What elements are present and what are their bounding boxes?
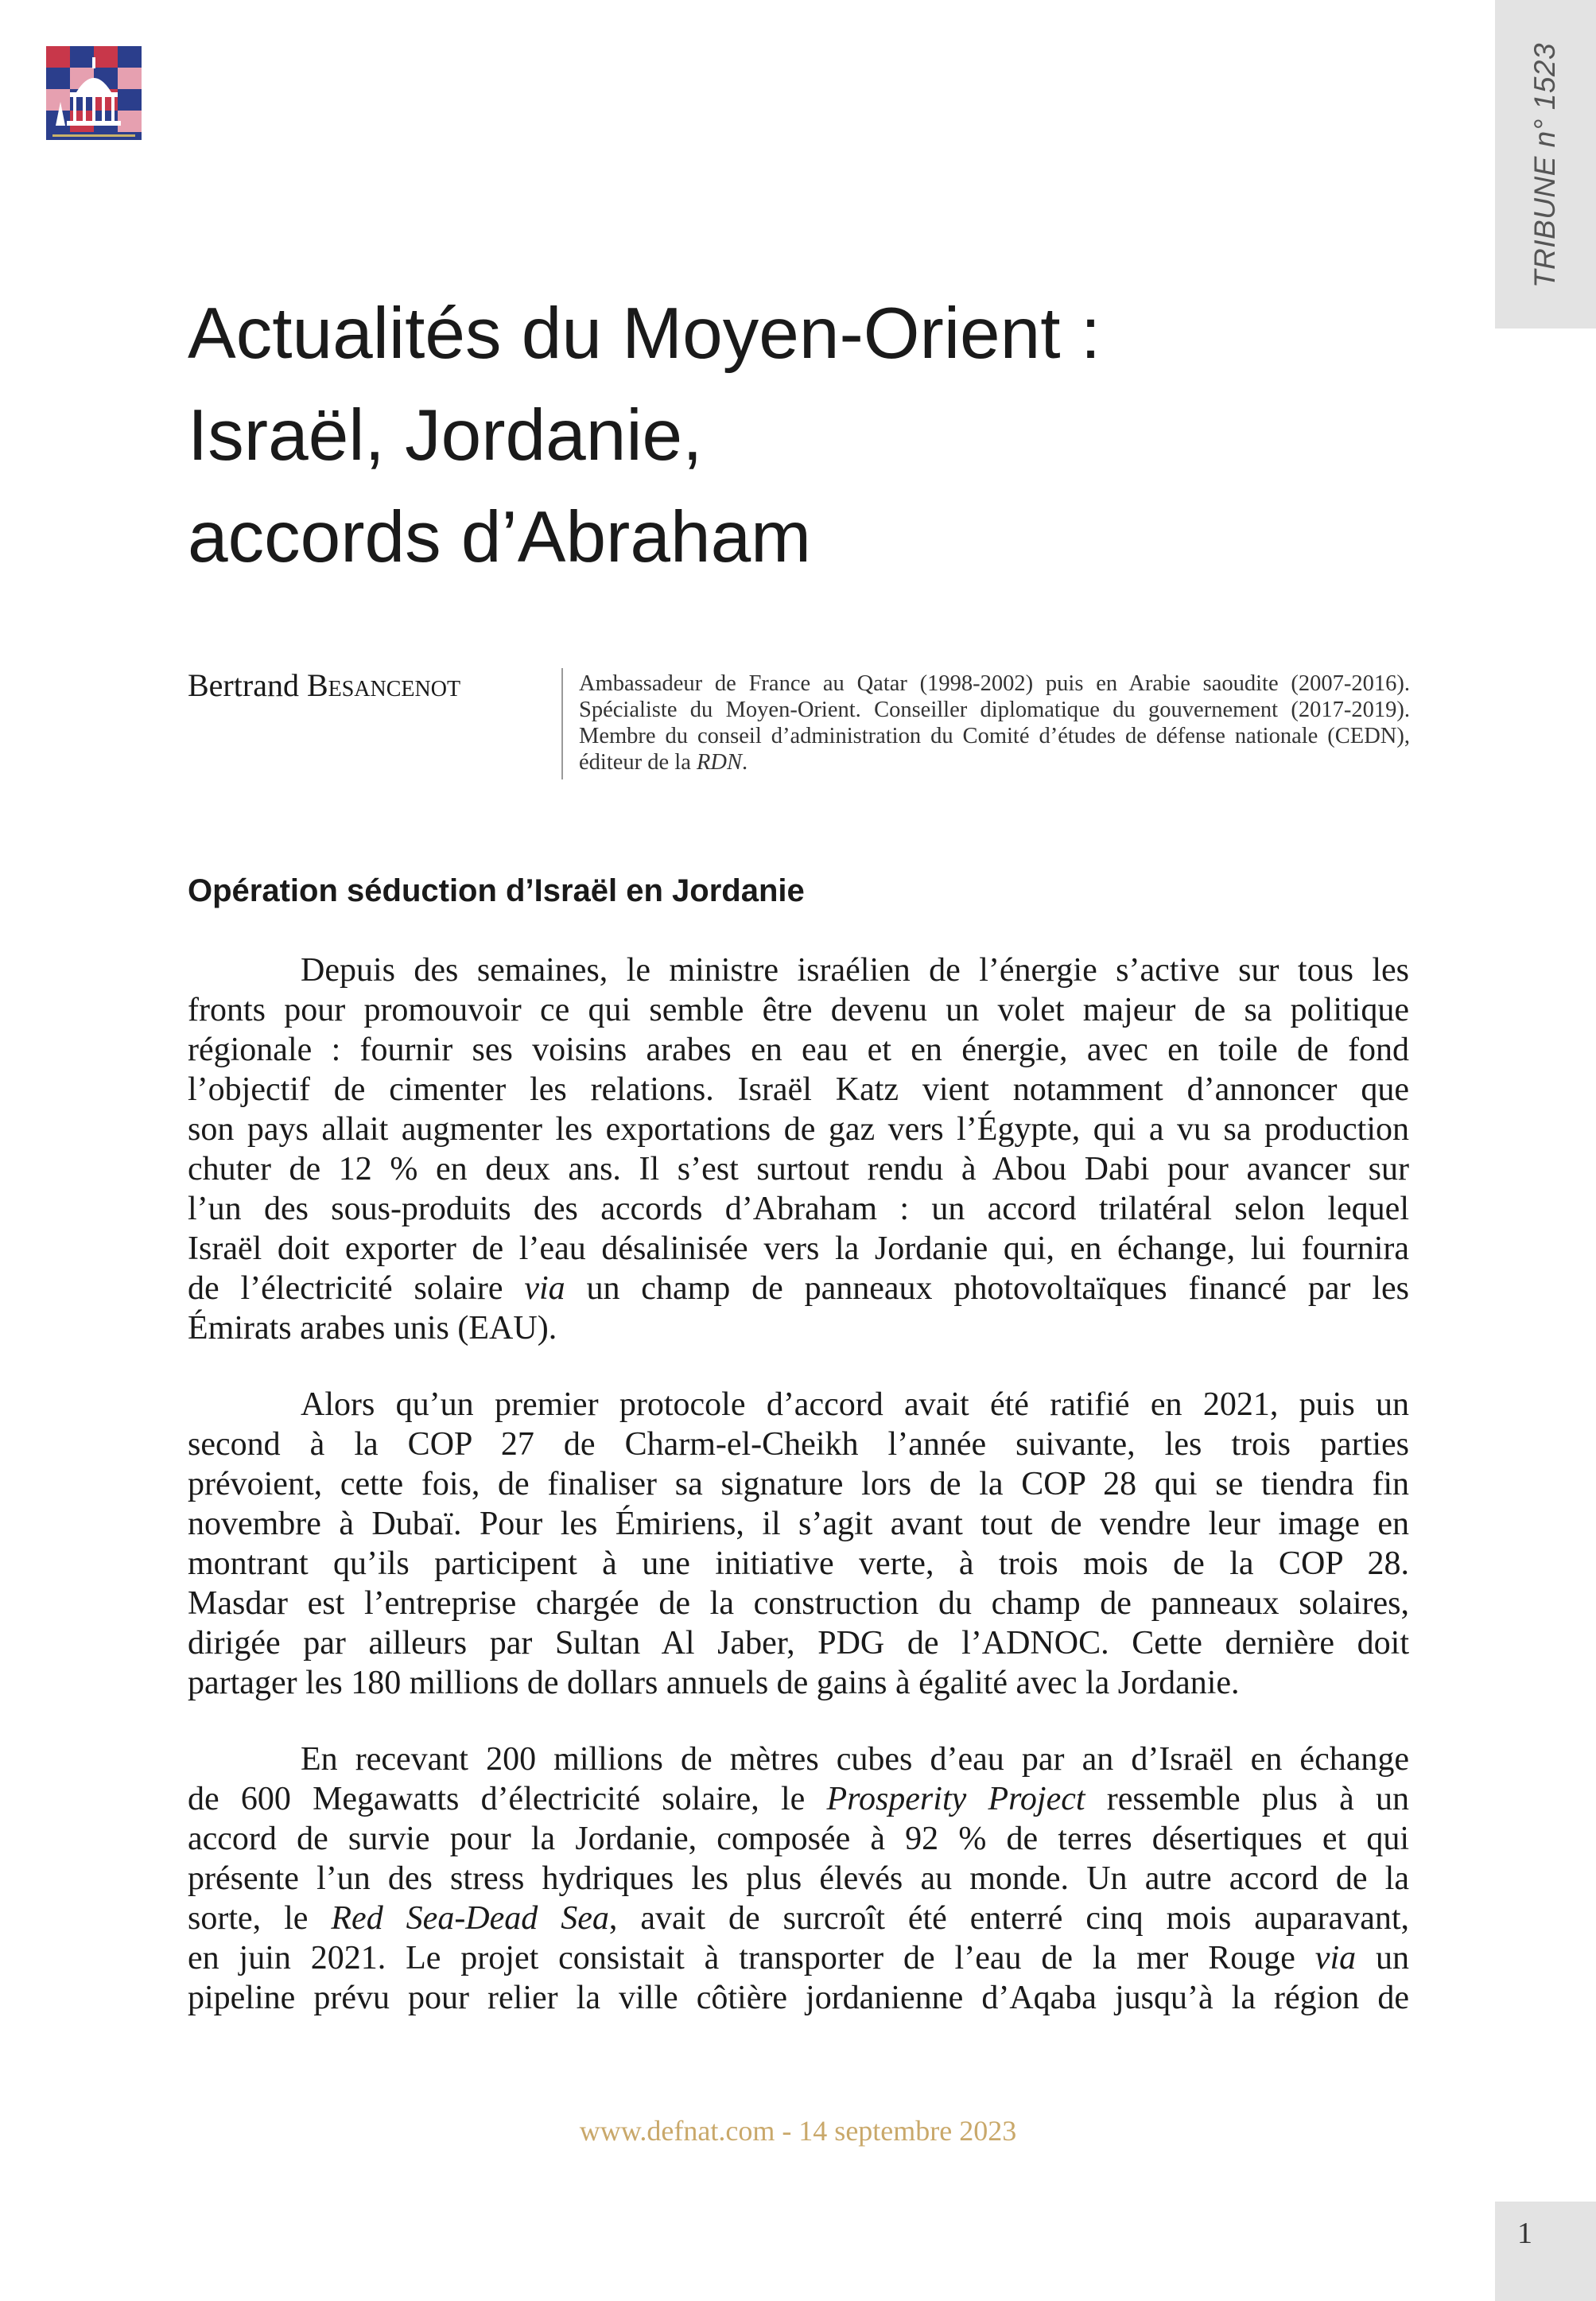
paragraph-line: montrant qu’ils participent à une initiative verte, à trois mois de la COP 28. — [188, 1545, 1409, 1582]
article-title — [188, 283, 1380, 589]
paragraph-1 — [188, 950, 1409, 1348]
paragraph-line: pipeline prévu pour relier la ville côtière jordanienne d’Aqaba jusqu’à la région de — [188, 1980, 1409, 2016]
paragraph-line-mixed — [188, 1779, 1409, 1819]
rdn-logo — [46, 46, 142, 140]
paragraph-3 — [188, 1739, 1409, 2018]
author-first-name: Bertrand — [188, 667, 299, 703]
paragraph-line: l’un des sous-produits des accords d’Abraham : un accord trilatéral selon lequel — [188, 1191, 1409, 1227]
paragraph-line: Masdar est l’entreprise chargée de la construction du champ de panneaux solaires, — [188, 1585, 1409, 1622]
paragraph-segment: de 600 Megawatts d’électricité solaire, le — [188, 1781, 827, 1817]
paragraph-italic-segment: via — [1314, 1940, 1357, 1976]
paragraph-segment: ressemble plus à un — [1085, 1781, 1409, 1817]
page-number: 1 — [1517, 2217, 1532, 2250]
paragraph-line: En recevant 200 millions de mètres cubes d’eau par an d’Israël en échange — [301, 1741, 1409, 1778]
paragraph-line: dirigée par ailleurs par Sultan Al Jaber, PDG de l’ADNOC. Cette dernière doit — [188, 1625, 1409, 1662]
page-number-box — [1495, 2202, 1596, 2301]
paragraph-line: prévoient, cette fois, de finaliser sa signature lors de la COP 28 qui se tiendra fin — [188, 1466, 1409, 1502]
side-tab — [1495, 0, 1596, 328]
paragraph-line: accord de survie pour la Jordanie, composée à 92 % de terres désertiques et qui — [188, 1821, 1409, 1857]
paragraph-line: partager les 180 millions de dollars annuels de gains à égalité avec la Jordanie. — [188, 1665, 1240, 1701]
paragraph-italic-segment: via — [524, 1270, 565, 1307]
paragraph-line: Israël doit exporter de l’eau désalinisée vers la Jordanie qui, en échange, lui fournira — [188, 1230, 1409, 1267]
paragraph-segment: , avait de surcroît été enterré cinq mois auparavant, — [608, 1900, 1410, 1937]
paragraph-line: chuter de 12 % en deux ans. Il s’est surtout rendu à Abou Dabi pour avancer sur — [188, 1151, 1409, 1187]
title-line-3: accords d’Abraham — [188, 497, 811, 577]
paragraph-line: second à la COP 27 de Charm-el-Cheikh l’année suivante, les trois parties — [188, 1426, 1409, 1463]
paragraph-line: son pays allait augmenter les exportations de gaz vers l’Égypte, qui a vu sa production — [188, 1111, 1409, 1148]
tribune-number: TRIBUNE n° 1523 — [1528, 42, 1561, 289]
author-bio — [579, 670, 1410, 775]
paragraph-line: novembre à Dubaï. Pour les Émiriens, il s’agit avant tout de vendre leur image en — [188, 1506, 1409, 1542]
paragraph-2 — [188, 1385, 1409, 1703]
paragraph-segment: sorte, le — [188, 1900, 332, 1937]
paragraph-line-mixed — [188, 1899, 1409, 1938]
paragraph-line: l’objectif de cimenter les relations. Israël Katz vient notamment d’annoncer que — [188, 1071, 1409, 1108]
author-bio-text: Ambassadeur de France au Qatar (1998-2002) puis en Arabie saoudite (2007-2016). Spécialiste du Moyen-Orient. Conseiller diplomatique du gouvernement (2017-2019). Membre du conseil d’administration du Comité d’études de défense nationale (CEDN), éditeur de la — [579, 671, 1410, 775]
footer-source: www.defnat.com - 14 septembre 2023 — [579, 2115, 1017, 2147]
paragraph-line: Alors qu’un premier protocole d’accord avait été ratifié en 2021, puis un — [301, 1386, 1409, 1423]
paragraph-segment: un champ de panneaux photovoltaïques financé par les — [565, 1270, 1410, 1307]
author-divider — [561, 668, 563, 779]
paragraph-italic-segment: Red Sea-Dead Sea — [331, 1900, 609, 1937]
paragraph-line: présente l’un des stress hydriques les plus élevés au monde. Un autre accord de la — [188, 1860, 1409, 1897]
paragraph-line: Émirats arabes unis (EAU). — [188, 1310, 557, 1347]
paragraph-line-mixed — [188, 1269, 1409, 1308]
paragraph-segment: en juin 2021. Le projet consistait à transporter de l’eau de la mer Rouge — [188, 1940, 1315, 1976]
title-line-1: Actualités du Moyen-Orient : — [188, 293, 1101, 374]
paragraph-line: régionale : fournir ses voisins arabes en eau et en énergie, avec en toile de fond — [188, 1032, 1409, 1068]
paragraph-line: Depuis des semaines, le ministre israélien de l’énergie s’active sur tous les — [301, 952, 1409, 989]
author-last-name: Besancenot — [306, 667, 461, 703]
title-line-2: Israël, Jordanie, — [188, 395, 703, 476]
paragraph-line: fronts pour promouvoir ce qui semble être devenu un volet majeur de sa politique — [188, 992, 1409, 1028]
author-bio-end: . — [741, 750, 748, 775]
paragraph-segment: de l’électricité solaire — [188, 1270, 525, 1307]
section-heading: Opération séduction d’Israël en Jordanie — [188, 873, 805, 908]
author-bio-italic: RDN — [696, 750, 742, 775]
paragraph-segment: un — [1356, 1940, 1409, 1976]
dome-building-logo-icon — [46, 46, 142, 140]
paragraph-line-mixed — [188, 1938, 1409, 1978]
paragraph-italic-segment: Prosperity Project — [826, 1781, 1085, 1817]
author-name — [188, 667, 460, 704]
